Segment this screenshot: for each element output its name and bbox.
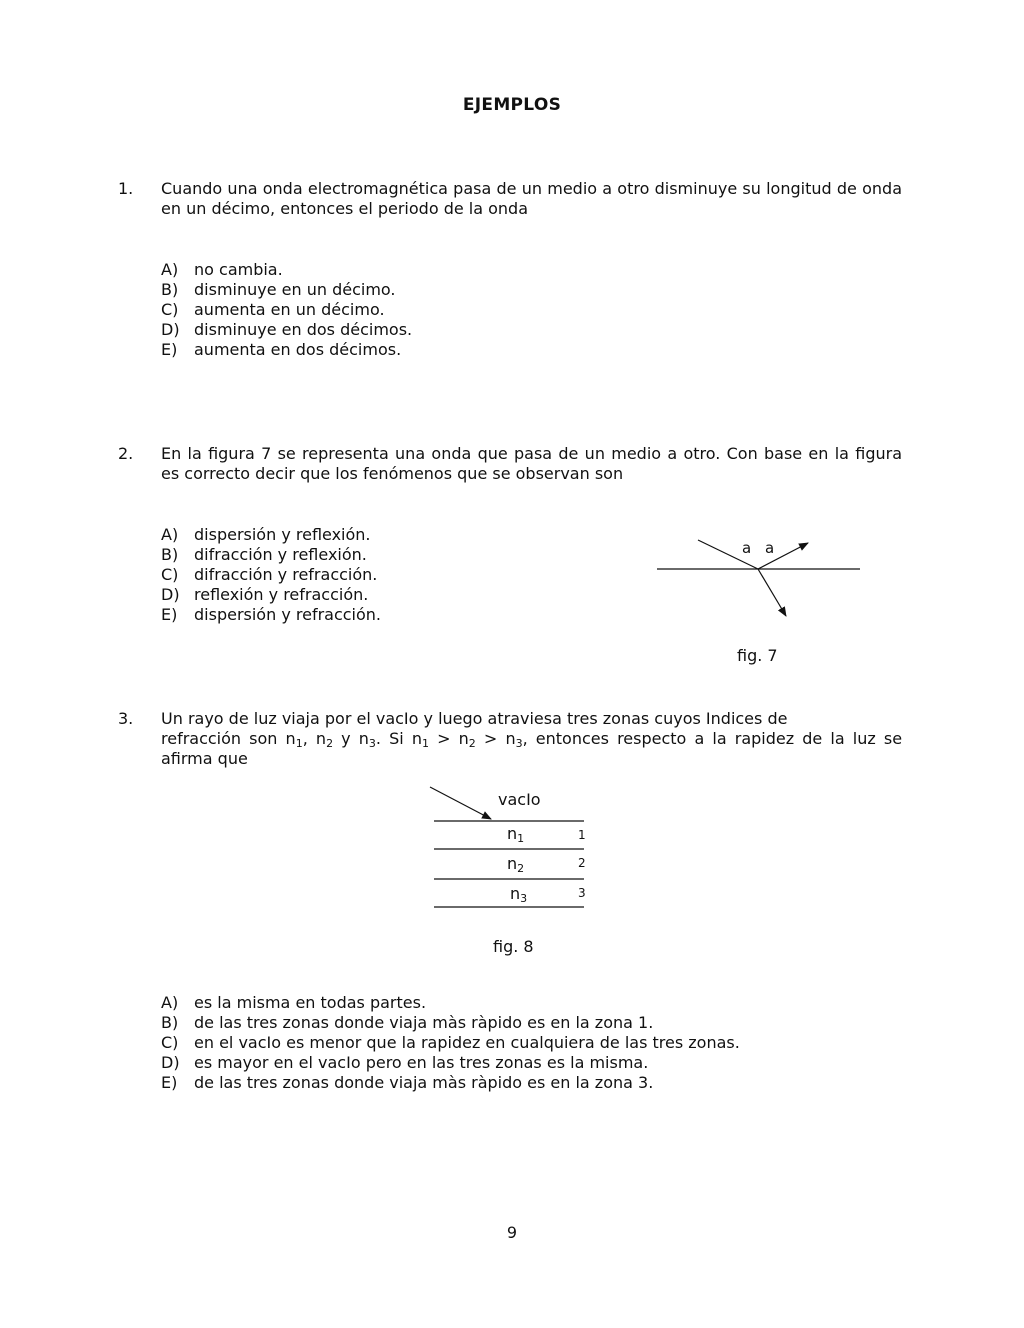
vacuum-label: vacIo <box>498 790 541 809</box>
incident-ray-arrow <box>430 787 491 819</box>
option-c: C) en el vacIo es menor que la rapidez en cualquiera de las tres zonas. <box>161 1033 740 1052</box>
question-3-text <box>161 709 902 769</box>
question-2-text: En la figura 7 se representa una onda que pasa de un medio a otro. Con base en la figura es correcto decir que los fenómenos que se observan son <box>161 444 902 483</box>
question-2-options <box>161 525 381 625</box>
option-a: A) no cambia. <box>161 260 283 279</box>
question-3-line-3: afirma que <box>161 749 248 768</box>
option-c: C) aumenta en un décimo. <box>161 300 385 319</box>
question-1-text: Cuando una onda electromagnética pasa de un medio a otro disminuye su longitud de onda en un décimo, entonces el periodo de la onda <box>161 179 902 218</box>
option-d: D) disminuye en dos décimos. <box>161 320 413 339</box>
page-number: 9 <box>506 1223 518 1242</box>
option-b: B) de las tres zonas donde viaja màs ràpido es en la zona 1. <box>161 1013 654 1032</box>
figure-8-caption: fig. 8 <box>493 937 534 956</box>
question-1-options <box>161 260 412 360</box>
question-3-options <box>161 993 740 1093</box>
question-2-number: 2. <box>118 444 134 463</box>
option-c: C) difracción y refracción. <box>161 565 378 584</box>
zone-1-index: 1 <box>578 828 586 842</box>
option-a: A) es la misma en todas partes. <box>161 993 427 1012</box>
option-b: B) difracción y reflexión. <box>161 545 367 564</box>
refracted-ray-arrow <box>758 569 786 616</box>
zone-2-label: $n_2$ <box>507 854 525 875</box>
angle-label-2: a <box>765 539 775 557</box>
zone-1-label: $n_1$ <box>507 824 525 845</box>
page-title: EJEMPLOS <box>462 95 562 115</box>
option-e: E) dispersión y refracción. <box>161 605 382 624</box>
angle-label-1: a <box>742 539 752 557</box>
question-3-number: 3. <box>118 709 134 728</box>
option-d: D) es mayor en el vacIo pero en las tres zonas es la misma. <box>161 1053 649 1072</box>
figure-7-caption: fig. 7 <box>737 646 778 665</box>
option-e: E) de las tres zonas donde viaja màs ràpido es en la zona 3. <box>161 1073 654 1092</box>
option-a: A) dispersión y reflexión. <box>161 525 371 544</box>
option-b: B) disminuye en un décimo. <box>161 280 396 299</box>
option-e: E) aumenta en dos décimos. <box>161 340 402 359</box>
question-1-number: 1. <box>118 179 134 198</box>
figure-7-diagram <box>650 530 870 630</box>
question-3-line-2: refracción son $n_1$, $n_2$ y $n_3$. Si $n_1 > n_2 > n_3$, entonces respecto a la rapidez de la luz se <box>161 729 903 750</box>
zone-3-label: $n_3$ <box>510 884 528 905</box>
zone-2-index: 2 <box>578 856 586 870</box>
zone-3-index: 3 <box>578 886 586 900</box>
question-3-line-1: Un rayo de luz viaja por el vacIo y luego atraviesa tres zonas cuyos Indices de <box>161 709 788 728</box>
option-d: D) reflexión y refracción. <box>161 585 369 604</box>
